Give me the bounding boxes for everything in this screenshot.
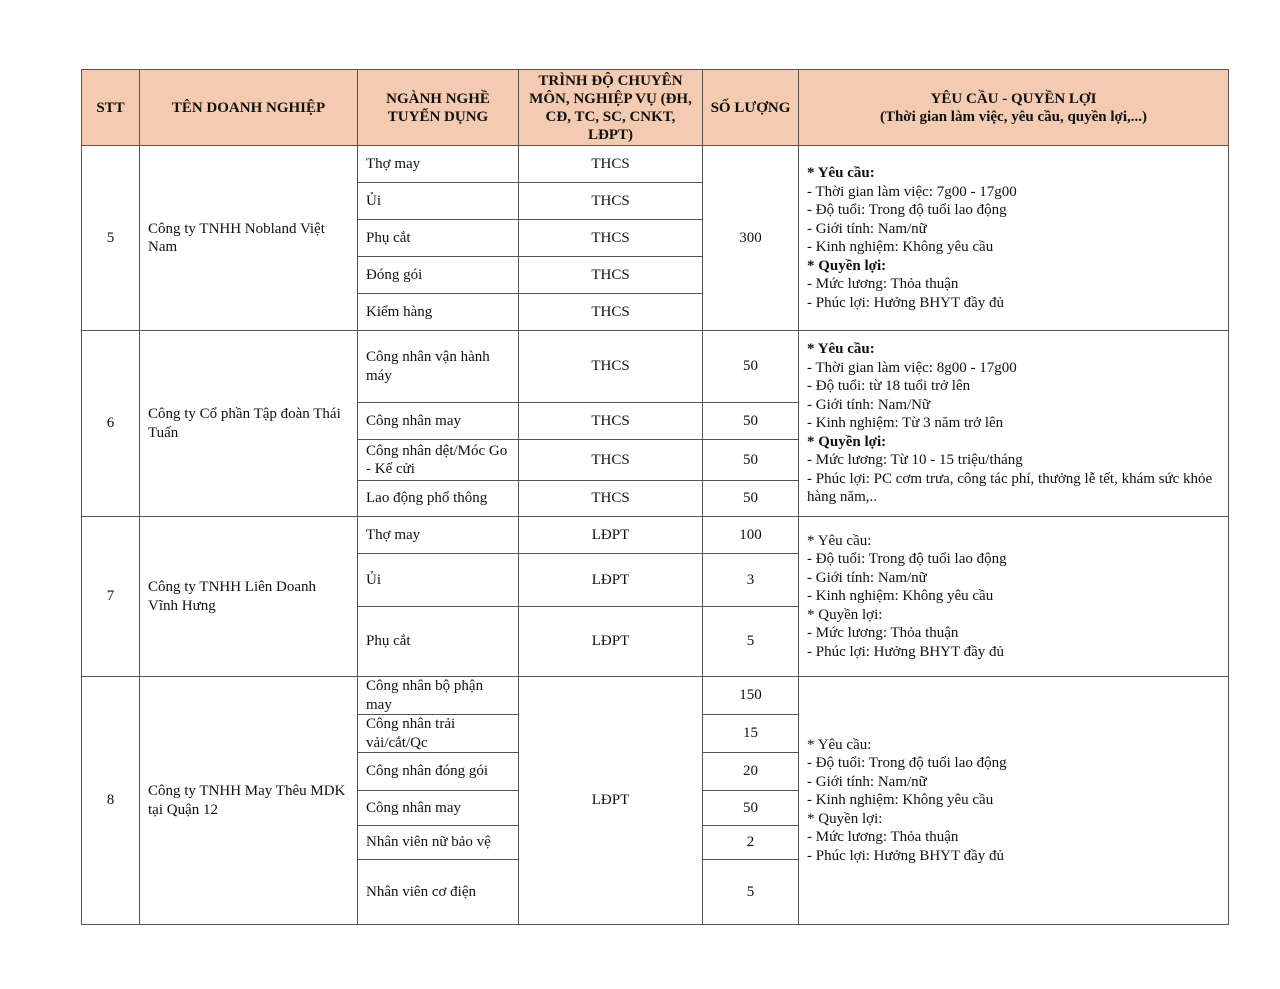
job-qty: 100	[703, 517, 799, 554]
job-level: LĐPT	[519, 554, 703, 607]
header-requirements	[799, 70, 1229, 146]
req-heading: * Yêu cầu:	[807, 532, 872, 549]
job-level: LĐPT	[519, 517, 703, 554]
job-level: LĐPT	[519, 607, 703, 677]
req-heading: * Yêu cầu:	[807, 341, 875, 358]
benefit-heading: * Quyền lợi:	[807, 606, 883, 623]
req-line: - Giới tính: Nam/nữ	[807, 773, 927, 790]
req-line: - Độ tuổi: Trong độ tuổi lao động	[807, 551, 1007, 568]
table-row	[82, 677, 1229, 715]
job-qty: 5	[703, 607, 799, 677]
job-level: THCS	[519, 183, 703, 220]
job-level: THCS	[519, 440, 703, 481]
req-heading: * Yêu cầu:	[807, 736, 872, 753]
req-line: - Độ tuổi: Trong độ tuổi lao động	[807, 755, 1007, 772]
req-line: - Thời gian làm việc: 8g00 - 17g00	[807, 359, 1017, 376]
req-line: - Độ tuổi: từ 18 tuổi trở lên	[807, 378, 971, 395]
job-title: Ủi	[358, 554, 519, 607]
job-qty: 50	[703, 481, 799, 517]
req-line: - Giới tính: Nam/nữ	[807, 569, 927, 586]
header-level: TRÌNH ĐỘ CHUYÊN MÔN, NGHIỆP VỤ (ĐH, CĐ, TC, SC, CNKT, LĐPT)	[519, 70, 703, 146]
job-qty: 50	[703, 331, 799, 403]
requirements-cell	[799, 677, 1229, 925]
header-stt: STT	[82, 70, 140, 146]
job-level: THCS	[519, 294, 703, 331]
table-row	[82, 517, 1229, 554]
job-qty: 300	[703, 146, 799, 331]
stt-cell: 5	[82, 146, 140, 331]
req-line: - Mức lương: Thỏa thuận	[807, 829, 959, 846]
job-title: Nhân viên nữ bảo vệ	[358, 826, 519, 860]
req-line: - Phúc lợi: PC cơm trưa, công tác phí, thưởng lễ tết, khám sức khỏe hàng năm,..	[807, 470, 1213, 506]
job-level: THCS	[519, 481, 703, 517]
job-qty: 150	[703, 677, 799, 715]
job-title: Lao động phổ thông	[358, 481, 519, 517]
header-req-title: YÊU CẦU - QUYỀN LỢI	[930, 90, 1097, 107]
req-line: - Kinh nghiệm: Từ 3 năm trở lên	[807, 415, 1004, 432]
header-row	[82, 70, 1229, 146]
company-name: Công ty TNHH Nobland Việt Nam	[140, 146, 358, 331]
req-line: - Kinh nghiệm: Không yêu cầu	[807, 239, 994, 255]
job-title: Công nhân may	[358, 403, 519, 440]
job-qty: 15	[703, 715, 799, 753]
req-line: - Kinh nghiệm: Không yêu cầu	[807, 792, 994, 809]
job-title: Công nhân may	[358, 791, 519, 826]
job-level: THCS	[519, 220, 703, 257]
job-title: Công nhân bộ phận may	[358, 677, 519, 715]
table-row	[82, 331, 1229, 403]
job-title: Ủi	[358, 183, 519, 220]
job-qty: 3	[703, 554, 799, 607]
req-line: - Độ tuổi: Trong độ tuổi lao động	[807, 202, 1007, 218]
req-line: - Giới tính: Nam/nữ	[807, 220, 927, 237]
requirements-cell	[799, 517, 1229, 677]
company-name: Công ty TNHH May Thêu MDK tại Quận 12	[140, 677, 358, 925]
benefit-heading: * Quyền lợi:	[807, 433, 887, 450]
recruitment-table	[81, 69, 1229, 925]
job-qty: 50	[703, 440, 799, 481]
req-line: - Mức lương: Thỏa thuận	[807, 625, 959, 642]
requirements-cell	[799, 331, 1229, 517]
job-title: Công nhân đóng gói	[358, 753, 519, 791]
header-qty: SỐ LƯỢNG	[703, 70, 799, 146]
job-title: Công nhân trải vải/cắt/Qc	[358, 715, 519, 753]
benefit-heading: * Quyền lợi:	[807, 257, 887, 274]
req-line: - Mức lương: Từ 10 - 15 triệu/tháng	[807, 452, 1023, 469]
company-name: Công ty TNHH Liên Doanh Vĩnh Hưng	[140, 517, 358, 677]
job-title: Thợ may	[358, 146, 519, 183]
job-title: Phụ cắt	[358, 607, 519, 677]
req-line: - Mức lương: Thỏa thuận	[807, 276, 959, 292]
job-qty: 20	[703, 753, 799, 791]
job-title: Phụ cắt	[358, 220, 519, 257]
job-level: THCS	[519, 403, 703, 440]
job-qty: 2	[703, 826, 799, 860]
requirements-cell	[799, 146, 1229, 331]
job-title: Công nhân dệt/Móc Go - Kế cửi	[358, 440, 519, 481]
job-title: Kiểm hàng	[358, 294, 519, 331]
table-row	[82, 146, 1229, 183]
job-level: THCS	[519, 331, 703, 403]
header-company: TÊN DOANH NGHIỆP	[140, 70, 358, 146]
header-job: NGÀNH NGHỀ TUYỂN DỤNG	[358, 70, 519, 146]
req-line: - Phúc lợi: Hưởng BHYT đầy đủ	[807, 643, 1005, 660]
req-line: - Phúc lợi: Hưởng BHYT đầy đủ	[807, 847, 1005, 864]
req-line: - Giới tính: Nam/Nữ	[807, 396, 931, 413]
req-line: - Kinh nghiệm: Không yêu cầu	[807, 588, 994, 605]
req-heading: * Yêu cầu:	[807, 165, 875, 181]
company-name: Công ty Cổ phần Tập đoàn Thái Tuấn	[140, 331, 358, 517]
job-title: Công nhân vận hành máy	[358, 331, 519, 403]
job-title: Nhân viên cơ điện	[358, 860, 519, 925]
req-line: - Phúc lợi: Hưởng BHYT đầy đủ	[807, 294, 1005, 311]
job-level: LĐPT	[519, 677, 703, 925]
job-qty: 5	[703, 860, 799, 925]
req-line: - Thời gian làm việc: 7g00 - 17g00	[807, 183, 1017, 200]
job-level: THCS	[519, 257, 703, 294]
benefit-heading: * Quyền lợi:	[807, 810, 883, 827]
job-qty: 50	[703, 403, 799, 440]
job-title: Thợ may	[358, 517, 519, 554]
job-qty: 50	[703, 791, 799, 826]
job-level: THCS	[519, 146, 703, 183]
header-req-subtitle: (Thời gian làm việc, yêu cầu, quyền lợi,...)	[879, 108, 1148, 125]
stt-cell: 8	[82, 677, 140, 925]
stt-cell: 7	[82, 517, 140, 677]
job-title: Đóng gói	[358, 257, 519, 294]
stt-cell: 6	[82, 331, 140, 517]
